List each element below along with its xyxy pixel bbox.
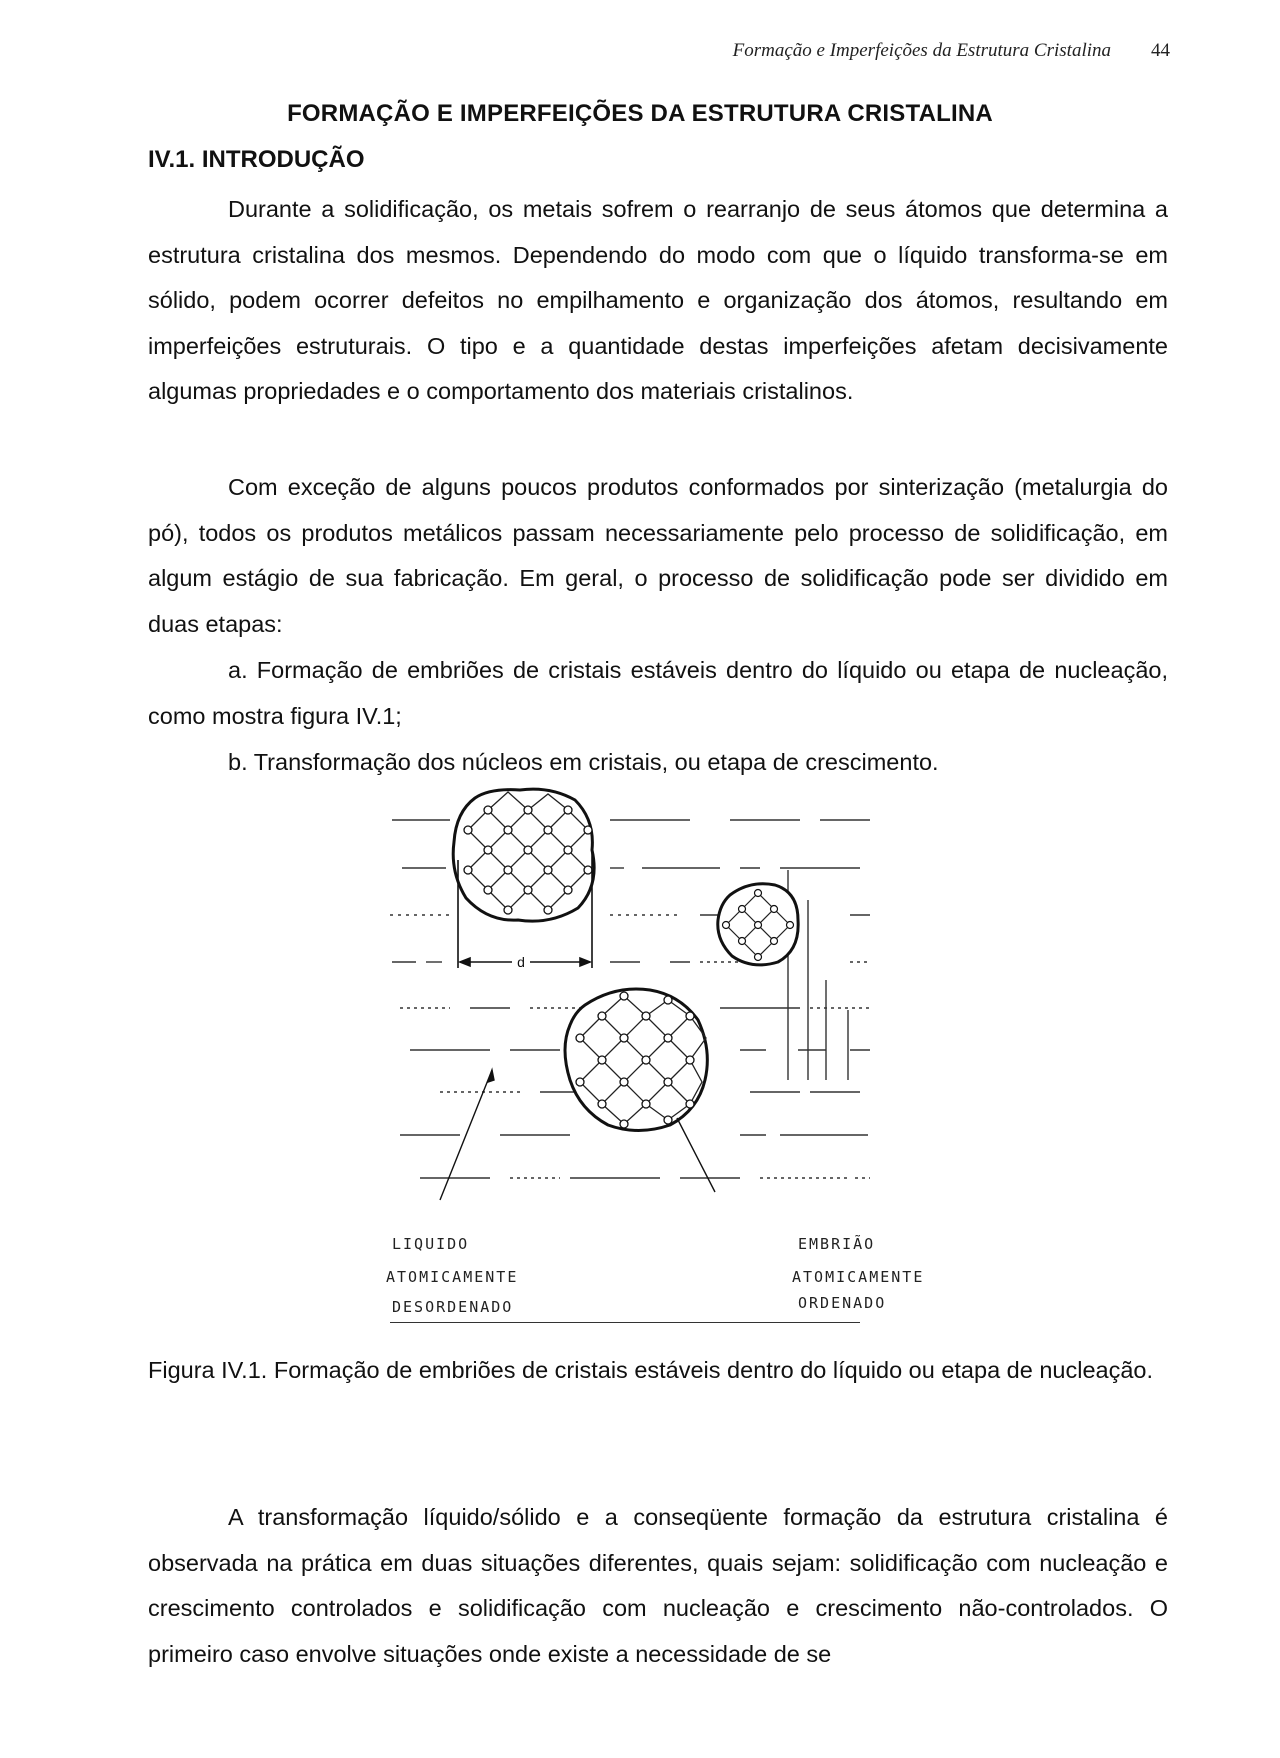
embryo-center [565, 989, 707, 1131]
list-item-a: a. Formação de embriões de cristais estáveis dentro do líquido ou etapa de nucleação, como mostra figura IV.1; [148, 657, 1168, 729]
page-number: 44 [1151, 40, 1170, 61]
paragraph-transformation: A transformação líquido/sólido e a conseqüente formação da estrutura cristalina é observada na prática em duas situações diferentes, quais sejam: solidificação com nucleação e crescimento controlados e solidificação com nucleação e crescimento não-controlados. O primeiro caso envolve situações onde existe a necessidade de se [148, 1504, 1168, 1667]
figure-baseline-rule [390, 1322, 860, 1323]
paragraph-solidification: Com exceção de alguns poucos produtos conformados por sinterização (metalurgia do pó), todos os produtos metálicos passam necessariamente pelo processo de solidificação, em algum estágio de sua fabricação. Em geral, o processo de solidificação pode ser dividido em duas etapas: [148, 474, 1168, 637]
running-title: Formação e Imperfeições da Estrutura Cristalina [732, 40, 1111, 61]
figure-caption: Figura IV.1. Formação de embriões de cristais estáveis dentro do líquido ou etapa de nucleação. [148, 1357, 1154, 1383]
liquid-label-line3: DESORDENADO [392, 1298, 514, 1316]
running-header [733, 40, 1170, 62]
embryo-small [718, 884, 798, 965]
section-title: IV.1. INTRODUÇÃO [148, 146, 365, 173]
paragraph-intro: Durante a solidificação, os metais sofrem o rearranjo de seus átomos que determina a estrutura cristalina dos mesmos. Dependendo do modo com que o líquido transforma-se em sólido, podem ocorrer defeitos no empilhamento e organização dos átomos, resultando em imperfeições estruturais. O tipo e a quantidade destas imperfeições afetam decisivamente algumas propriedades e o comportamento dos materiais cristalinos. [148, 196, 1168, 404]
nucleation-diagram [380, 780, 940, 1340]
chapter-title: FORMAÇÃO E IMPERFEIÇÕES DA ESTRUTURA CRISTALINA [287, 100, 993, 127]
liquid-label-line2: ATOMICAMENTE [386, 1268, 519, 1286]
dimension-label: d [517, 954, 525, 970]
embryo-label-line1: EMBRIÃO [798, 1235, 876, 1253]
list-item-b: b. Transformação dos núcleos em cristais, ou etapa de crescimento. [228, 749, 939, 775]
embryo-label-line2: ATOMICAMENTE [792, 1268, 925, 1286]
embryo-label-line3: ORDENADO [798, 1294, 887, 1312]
liquid-label-line1: LIQUIDO [392, 1235, 470, 1253]
nucleation-figure [380, 780, 940, 1340]
embryo-large [453, 789, 594, 921]
